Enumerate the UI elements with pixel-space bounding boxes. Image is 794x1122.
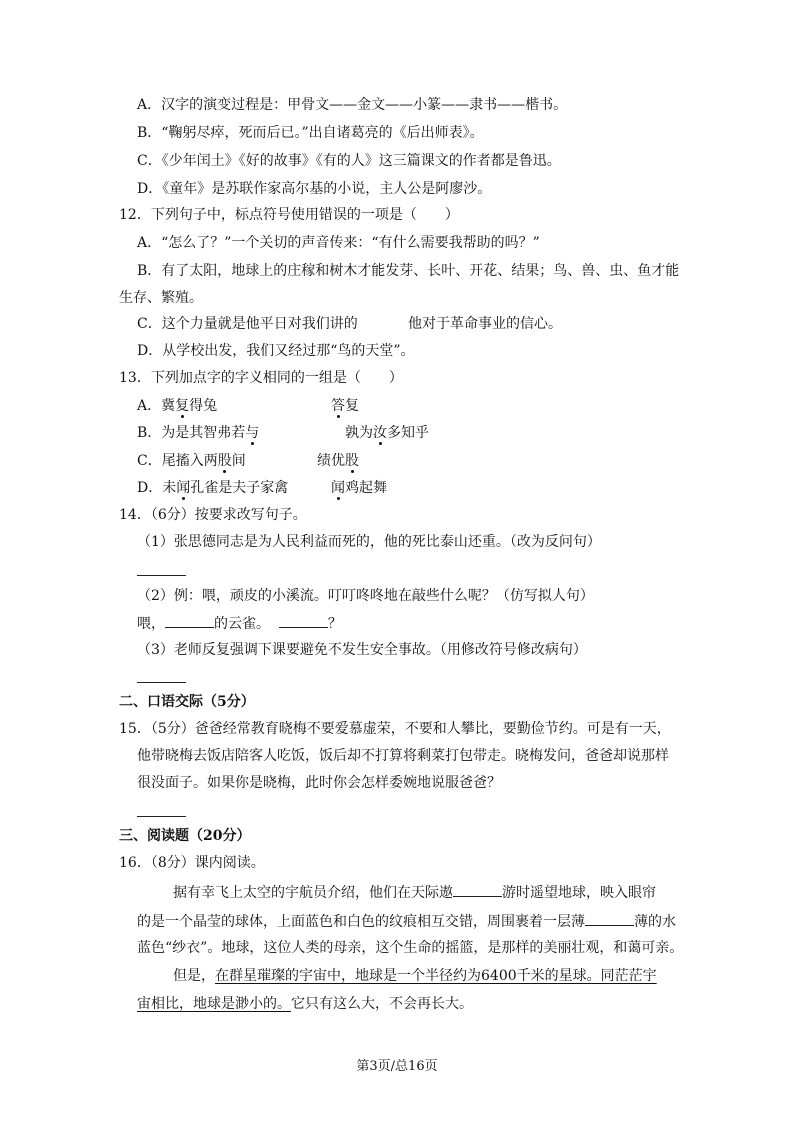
q16-blank-2[interactable] xyxy=(585,910,634,926)
q11-option-b: B．“鞠躬尽瘁，死而后已。”出自诸葛亮的《后出师表》。 xyxy=(137,125,484,141)
underlined-sentence: 在群星璀璨的宇宙中，地球是一个半径约为6400千米的星球。同茫茫宇 xyxy=(215,968,657,984)
q13-option-a: A．冀复得兔 xyxy=(137,398,218,414)
emphasis-dot-char: 汝 xyxy=(373,425,387,441)
q13-option-c-compare: 绩优股 xyxy=(317,453,359,469)
q14-stem: 14．（6分）按要求改写句子。 xyxy=(119,507,307,523)
q14-sub3: （3）老师反复强调下课要避免不发生安全事故。（用修改符号修改病句） xyxy=(137,642,587,658)
q14-sub2: （2）例：喂，顽皮的小溪流。叮叮咚咚地在敲些什么呢？（仿写拟人句） xyxy=(137,588,594,604)
emphasis-dot-char: 股 xyxy=(345,453,359,469)
emphasis-dot-char: 闻 xyxy=(331,480,345,496)
q14-sub1-answer-blank[interactable] xyxy=(137,560,186,582)
q12-option-d: D．从学校出发，我们又经过那“鸟的天堂”。 xyxy=(137,343,415,359)
q14-sub1: （1）张思德同志是为人民利益而死的，他的死比泰山还重。（改为反问句） xyxy=(137,534,601,550)
q14-sub2-fill: 喂， 的云雀。 ？ xyxy=(137,612,342,634)
q16-passage-line2: 的是一个晶莹的球体，上面蓝色和白色的纹痕相互交错，周围裹着一层薄 薄的水 xyxy=(137,910,676,932)
q16-passage-line4: 但是，在群星璀璨的宇宙中，地球是一个半径约为6400千米的星球。同茫茫宇 xyxy=(173,968,657,984)
q16-passage-line3: 蓝色“纱衣”。地球，这位人类的母亲，这个生命的摇篮，是那样的美丽壮观，和蔼可亲。 xyxy=(137,940,684,956)
q12-option-b-line1: B．有了太阳，地球上的庄稼和树木才能发芽、长叶、开花、结果；鸟、兽、虫、鱼才能 xyxy=(137,263,680,279)
q16-blank-1[interactable] xyxy=(453,881,502,897)
q13-option-b: B．为是其智弗若与 xyxy=(137,425,260,441)
q14-blank-2[interactable] xyxy=(279,612,328,628)
section-heading-reading: 三、阅读题（20分） xyxy=(119,828,251,844)
q13-stem: 13．下列加点字的字义相同的一组是（ ） xyxy=(119,370,403,386)
section-heading-oral: 二、口语交际（5分） xyxy=(119,694,255,710)
q12-option-a: A．“怎么了？”一个关切的声音传来：“有什么需要我帮助的吗？” xyxy=(137,235,540,251)
q12-option-b-line2: 生存、繁殖。 xyxy=(119,290,203,306)
q15-line3: 很没面子。如果你是晓梅，此时你会怎样委婉地说服爸爸？ xyxy=(137,775,501,791)
q13-option-d-compare: 闻鸡起舞 xyxy=(331,480,387,496)
emphasis-dot-char: 闻 xyxy=(176,480,191,496)
underlined-sentence: 宙相比，地球是渺小的。 xyxy=(137,996,291,1012)
emphasis-dot-char: 股 xyxy=(217,453,232,469)
q12-option-c-part1: C．这个力量就是他平日对我们讲的 xyxy=(137,316,358,332)
q13-option-d: D．未闻孔雀是夫子家禽 xyxy=(137,480,289,496)
emphasis-dot-char: 与 xyxy=(245,425,260,441)
q16-passage-line1: 据有幸飞上太空的宇航员介绍，他们在天际遨 游时遥望地球，映入眼帘 xyxy=(173,881,656,903)
q11-option-a: A．汉字的演变过程是：甲骨文——金文——小篆——隶书——楷书。 xyxy=(137,97,568,113)
q15-line1: 15．（5分）爸爸经常教育晓梅不要爱慕虚荣，不要和人攀比，要勤俭节约。可是有一天， xyxy=(119,721,671,737)
q16-passage-line5: 宙相比，地球是渺小的。它只有这么大，不会再长大。 xyxy=(137,996,473,1012)
q13-option-c: C．尾搐入两股间 xyxy=(137,453,246,469)
q14-blank-1[interactable] xyxy=(165,612,214,628)
emphasis-dot-char: 复 xyxy=(175,398,190,414)
page-number: 第3页/总16页 xyxy=(356,1059,438,1074)
emphasis-dot-char: 答 xyxy=(331,398,345,414)
q12-option-c-part2: 他对于革命事业的信心。 xyxy=(408,316,562,332)
q11-option-c: C．《少年闰土》《好的故事》《有的人》这三篇课文的作者都是鲁迅。 xyxy=(137,153,561,169)
q15-answer-blank[interactable] xyxy=(137,801,186,823)
q16-stem: 16．（8分）课内阅读。 xyxy=(119,855,265,871)
q14-sub3-answer-blank[interactable] xyxy=(137,667,186,689)
q13-option-b-compare: 孰为汝多知乎 xyxy=(345,425,429,441)
q15-line2: 他带晓梅去饭店陪客人吃饭，饭后却不打算将剩菜打包带走。晓梅发问，爸爸却说那样 xyxy=(137,748,669,764)
q12-stem: 12．下列句子中，标点符号使用错误的一项是（ ） xyxy=(119,207,459,223)
q11-option-d: D．《童年》是苏联作家高尔基的小说，主人公是阿廖沙。 xyxy=(137,181,492,197)
q13-option-a-compare: 答复 xyxy=(331,398,359,414)
